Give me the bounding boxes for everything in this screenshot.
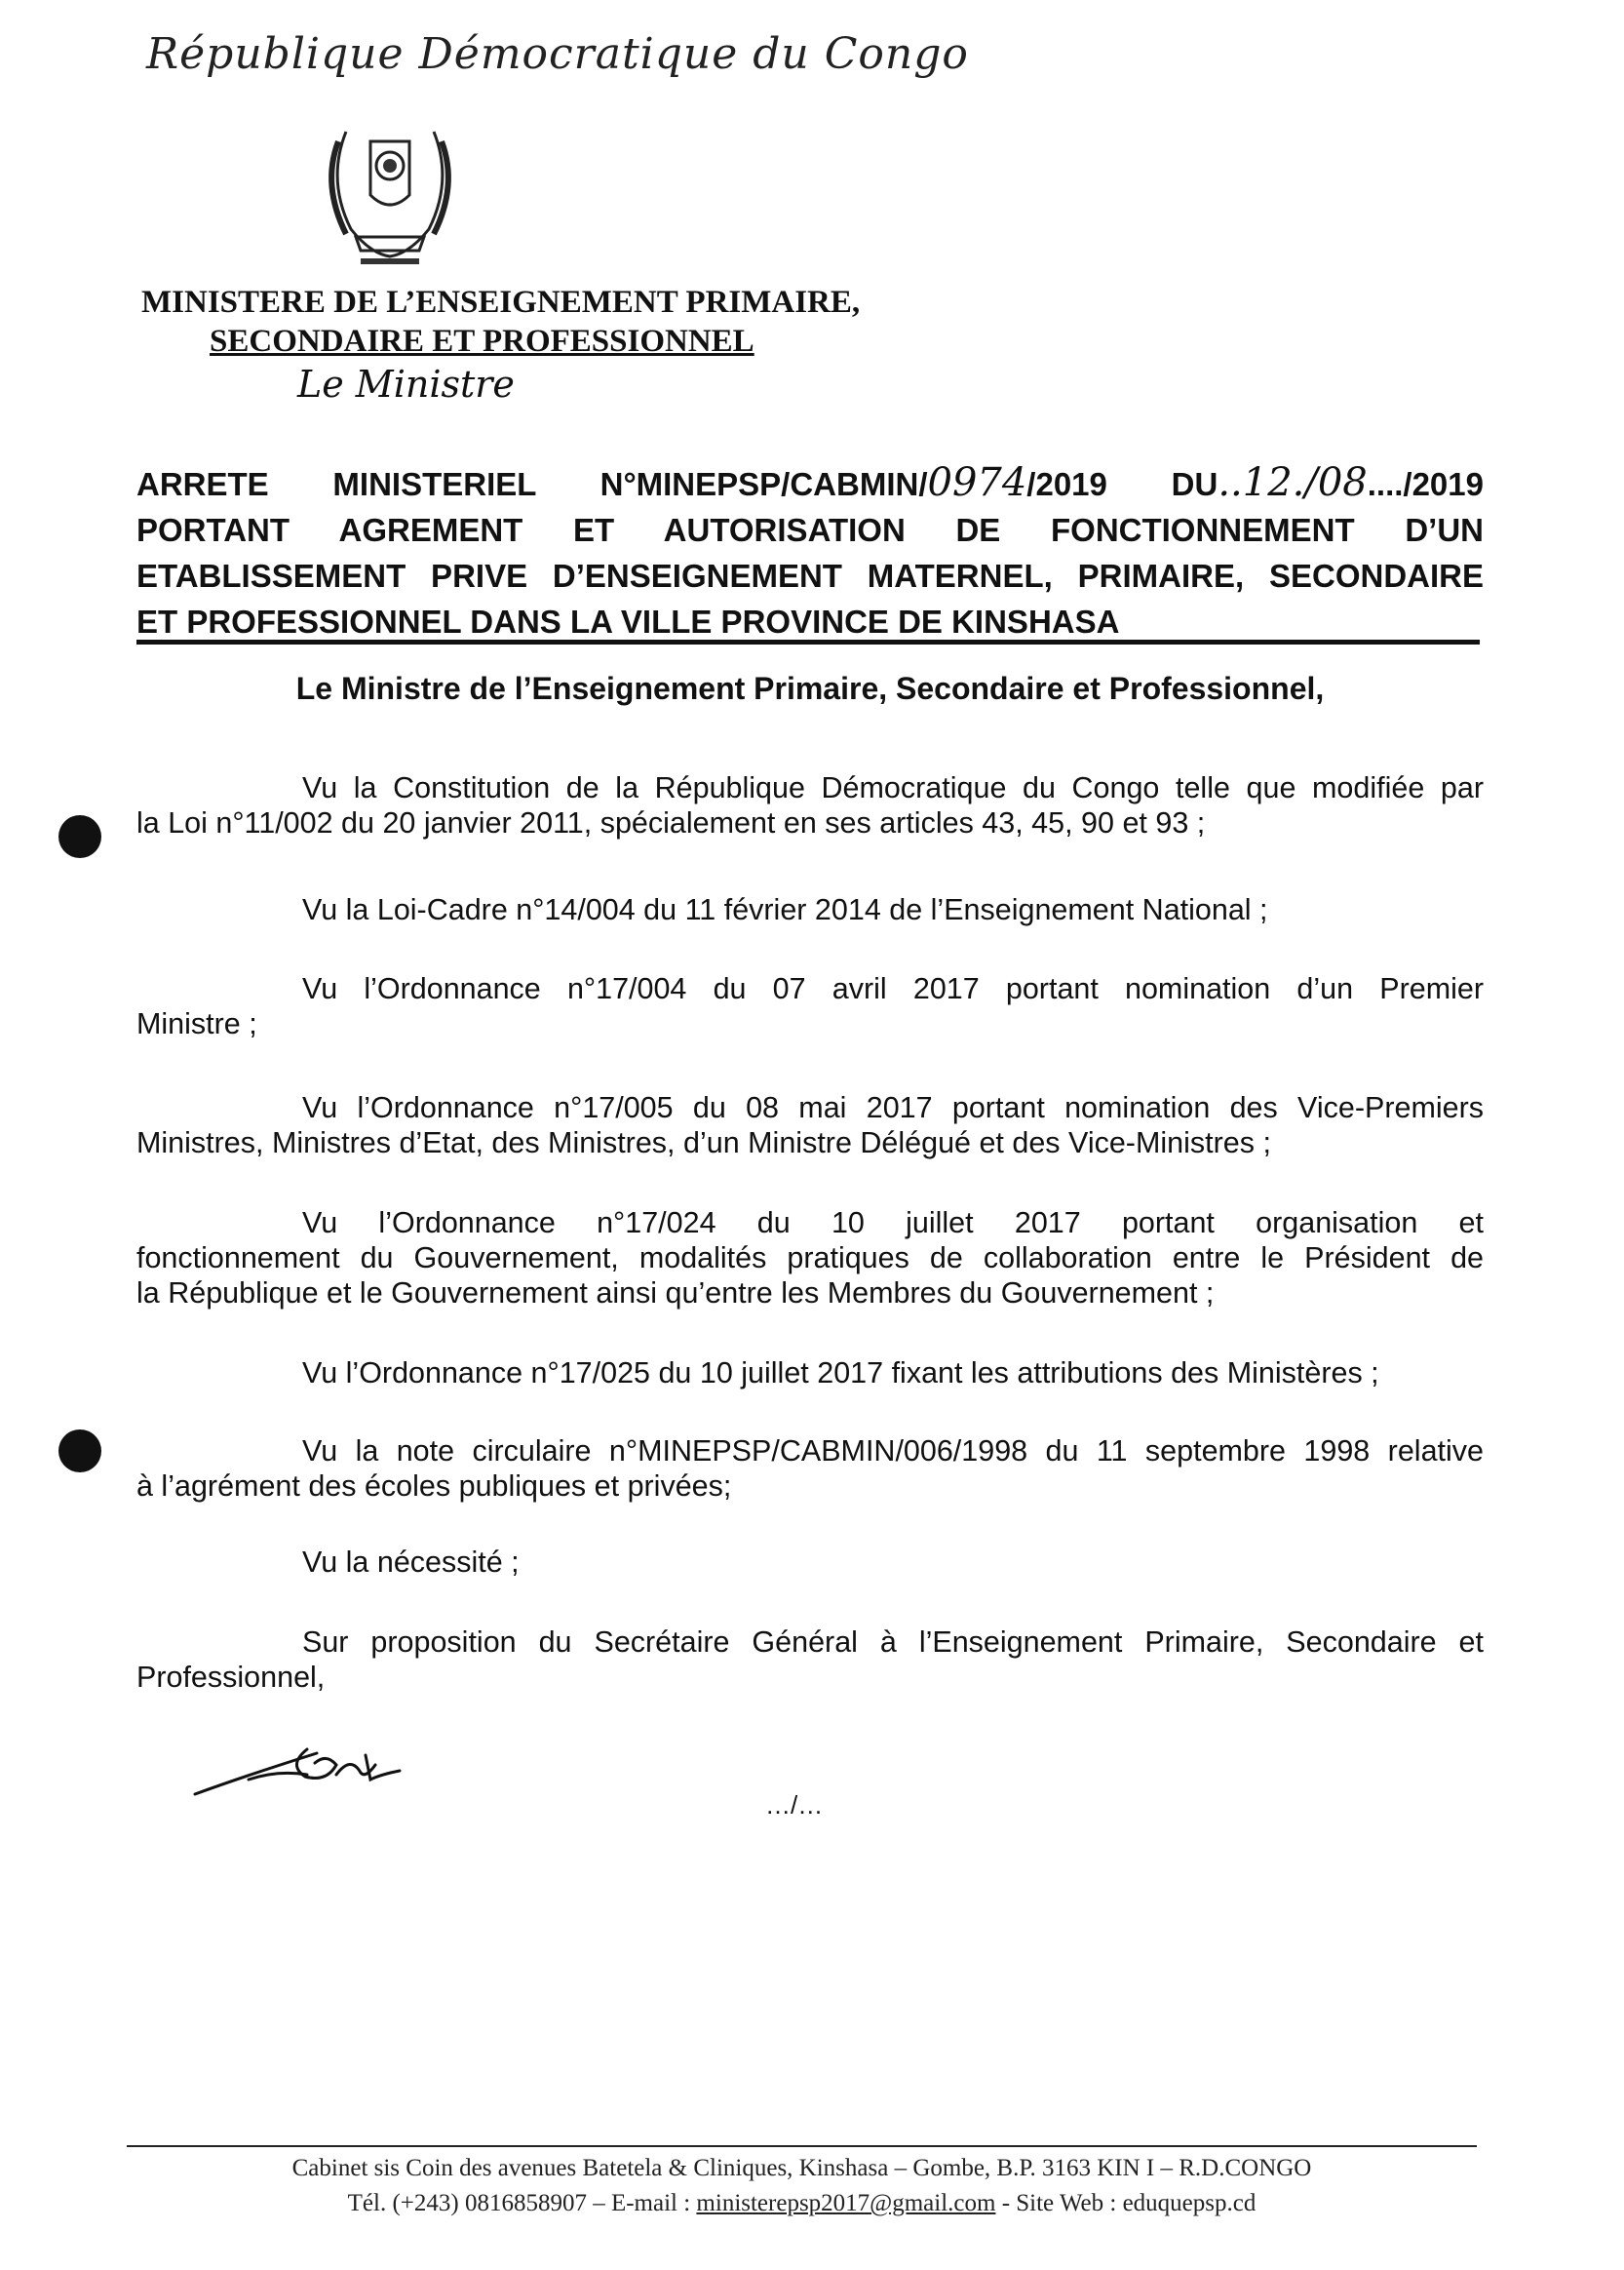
continuation-mark: …/… <box>765 1790 824 1820</box>
ministry-name-line1: MINISTERE DE L’ENSEIGNEMENT PRIMAIRE, <box>141 285 861 320</box>
minister-heading: Le Ministre de l’Enseignement Primaire, Secondaire et Professionnel, <box>295 671 1325 706</box>
footer-email-link[interactable]: ministerepsp2017@gmail.com <box>696 2190 996 2216</box>
arrete-title-line1 <box>136 460 1484 507</box>
arrete-ref-suffix: ..../2019 <box>1367 466 1484 502</box>
arrete-title-line4: ET PROFESSIONNEL DANS LA VILLE PROVINCE DE KINSHASA <box>136 604 1120 640</box>
title-divider <box>136 640 1480 645</box>
arrete-title-line2: PORTANT AGREMENT ET AUTORISATION DE FONCTIONNEMENT D’UN <box>136 512 1484 548</box>
visa-loi-cadre: Vu la Loi-Cadre n°14/004 du 11 février 2014 de l’Enseignement National ; <box>302 893 1268 926</box>
visa-ordonnance-17-004: Vu l’Ordonnance n°17/004 du 07 avril 2017 portant nomination d’un Premier Ministre ; <box>136 972 1484 1040</box>
visa-ordonnance-17-025: Vu l’Ordonnance n°17/025 du 10 juillet 2017 fixant les attributions des Ministères ; <box>302 1356 1379 1389</box>
visa-ordonnance-17-005: Vu l’Ordonnance n°17/005 du 08 mai 2017 portant nomination des Vice-Premiers Ministres, Ministres d’Etat, des Ministres, d’un Ministre Délégué et des Vice-Ministres ; <box>136 1091 1484 1159</box>
visa-necessite: Vu la nécessité ; <box>302 1546 520 1579</box>
handwritten-day: ..12 <box>1218 460 1293 505</box>
coat-of-arms-emblem <box>317 112 463 268</box>
le-ministre-label: Le Ministre <box>297 363 515 406</box>
footer-contact: Tél. (+243) 0816858907 – E-mail : ministerepsp2017@gmail.com - Site Web : eduquepsp.cd <box>347 2190 1257 2216</box>
handwritten-number: 0974 <box>927 460 1027 505</box>
initials-signature <box>190 1736 424 1804</box>
republic-header: République Démocratique du Congo <box>146 29 969 79</box>
handwritten-month: ./08 <box>1292 460 1368 505</box>
arrete-ref-prefix: ARRETE MINISTERIEL N°MINEPSP/CABMIN/ <box>136 466 928 502</box>
visa-constitution: Vu la Constitution de la République Démocratique du Congo telle que modifiée par la Loi n°11/002 du 20 janvier 2011, spécialement en ses articles 43, 45, 90 et 93 ; <box>136 771 1484 840</box>
visa-ordonnance-17-024: Vu l’Ordonnance n°17/024 du 10 juillet 2017 portant organisation et fonctionnement du Gouvernement, modalités pratiques de collaboration entre le Président de la République et le Gouvernement ainsi qu’entre les Membres du Gouvernement ; <box>136 1206 1484 1310</box>
punch-hole-mark <box>58 815 101 858</box>
footer-address: Cabinet sis Coin des avenues Batetela & Cliniques, Kinshasa – Gombe, B.P. 3163 KIN I – R.D.CONGO <box>291 2155 1312 2181</box>
arrete-ref-mid: /2019 DU <box>1026 466 1218 502</box>
footer-divider <box>127 2145 1477 2147</box>
ministry-name-line2: SECONDAIRE ET PROFESSIONNEL <box>210 324 754 359</box>
punch-hole-mark <box>58 1429 101 1472</box>
sur-proposition: Sur proposition du Secrétaire Général à l’Enseignement Primaire, Secondaire et Professionnel, <box>136 1625 1484 1694</box>
visa-note-circulaire: Vu la note circulaire n°MINEPSP/CABMIN/006/1998 du 11 septembre 1998 relative à l’agrément des écoles publiques et privées; <box>136 1434 1484 1503</box>
arrete-title-line3: ETABLISSEMENT PRIVE D’ENSEIGNEMENT MATERNEL, PRIMAIRE, SECONDAIRE <box>136 558 1484 594</box>
arrete-title <box>136 460 1484 645</box>
